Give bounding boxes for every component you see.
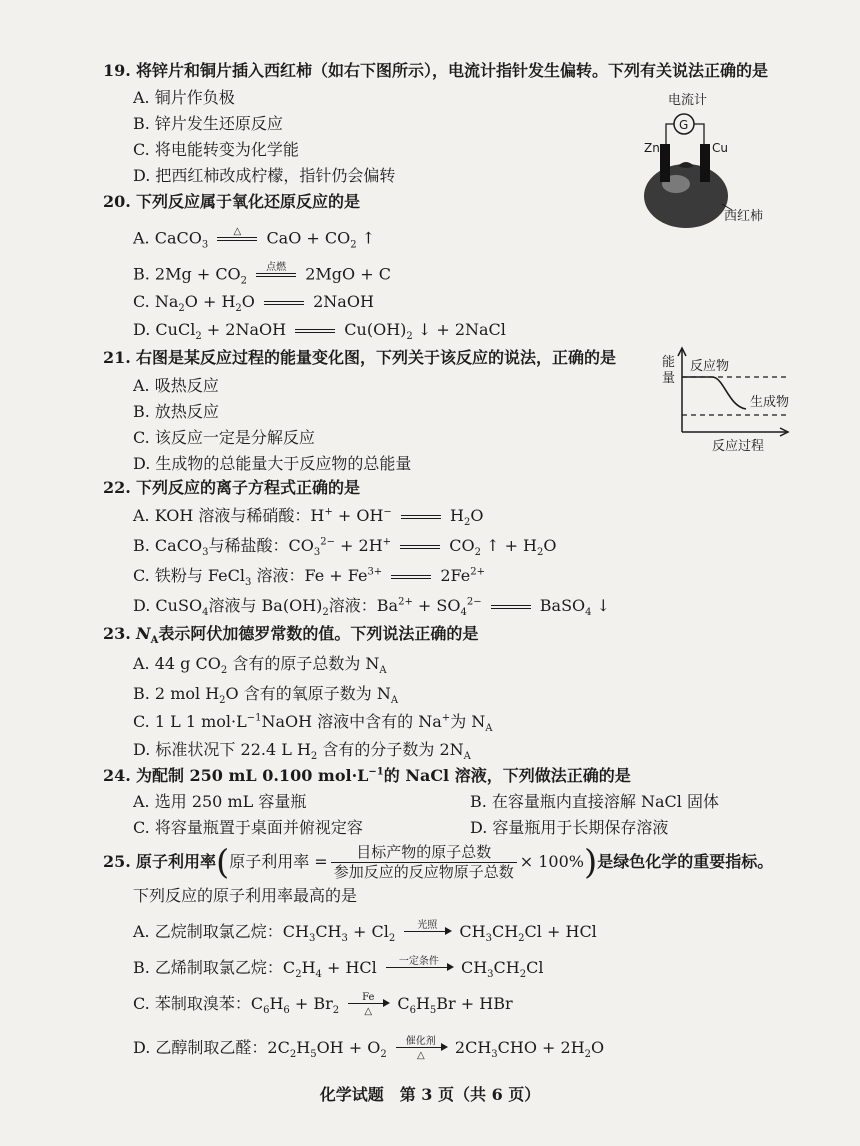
energy-curve <box>682 377 746 409</box>
q19-option-b: B. 锌片发生还原反应 <box>133 114 283 133</box>
question-number: 20. <box>103 192 131 211</box>
question-number: 19. <box>103 61 131 80</box>
q20-option-a: A. CaCO$_3$ △ CaO + $CO_2$ ↑ <box>133 226 376 251</box>
reactant-label: 反应物 <box>690 359 730 374</box>
question-24-stem: 24. 为配制 250 mL 0.100 $mol\cdot L^{-1}$的 NaCl 溶液，下列做法正确的是 <box>103 766 631 785</box>
q20-option-c: C. $Na_2O + H_2O$ 2NaOH <box>133 292 374 315</box>
q25-option-a: A. 乙烷制取氯乙烷：$CH_3CH_3 + Cl_2$ 光照 $CH_3CH_2Cl$ + HCl <box>133 920 597 945</box>
q19-option-c: C. 将电能转变为化学能 <box>133 140 299 159</box>
question-text: 下列反应的离子方程式正确的是 <box>135 478 360 497</box>
q23-option-d: D. 标准状况下 22.4 L $H_2$ 含有的分子数为 $2N_A$ <box>133 740 471 763</box>
q21-option-d: D. 生成物的总能量大于反应物的总能量 <box>133 454 412 473</box>
question-text: 下列反应属于氧化还原反应的是 <box>135 192 360 211</box>
q20-option-b: B. $2Mg + CO_2$ 点燃 2MgO + C <box>133 262 391 287</box>
zinc-label: Zn <box>644 141 660 155</box>
energy-diagram <box>662 346 802 456</box>
q24-option-d: D. 容量瓶用于长期保存溶液 <box>470 818 669 837</box>
page-footer: 化学试题 第 3 页（共 6 页） <box>319 1085 541 1104</box>
question-20-stem <box>103 192 360 212</box>
question-number: 24. <box>103 766 131 785</box>
q24-option-c: C. 将容量瓶置于桌面并俯视定容 <box>133 818 363 837</box>
q24-option-a: A. 选用 250 mL 容量瓶 <box>133 792 307 811</box>
process-axis-label: 反应过程 <box>712 439 765 454</box>
q22-option-a: A. KOH 溶液与稀硝酸：H+ + OH− $H_2O$ <box>133 506 484 529</box>
meter-label: 电流计 <box>668 93 708 108</box>
tomato-battery-figure <box>640 86 780 236</box>
question-19-stem <box>103 61 768 81</box>
q23-option-a: A. 44 g $CO_2$ 含有的原子总数为 $N_A$ <box>133 654 387 677</box>
q19-option-a: A. 铜片作负极 <box>133 88 235 107</box>
question-number: 22. <box>103 478 131 497</box>
product-label: 生成物 <box>750 395 790 410</box>
q21-option-a: A. 吸热反应 <box>133 376 219 395</box>
question-text: 右图是某反应过程的能量变化图，下列关于该反应的说法，正确的是 <box>135 348 616 367</box>
q22-option-c: C. 铁粉与 FeCl$_3$ 溶液：$Fe + Fe^{3+}$ $2Fe^{2+}$ <box>133 566 485 589</box>
q19-option-d: D. 把西红柿改成柠檬，指针仍会偏转 <box>133 166 396 185</box>
question-number: 25. <box>103 852 131 871</box>
question-number: 23. <box>103 624 131 643</box>
question-22-stem <box>103 478 360 498</box>
question-25-stem-2: 下列反应的原子利用率最高的是 <box>133 886 358 905</box>
q20-option-d: D. CuCl$_2$ + 2NaOH $Cu(OH)_2$ ↓ + 2NaCl <box>133 320 506 343</box>
q22-option-b: B. CaCO$_3$与稀盐酸：$CO_3^{2-} + 2H^+$ $CO_2$ ↑ + $H_2O$ <box>133 536 557 559</box>
atom-economy-fraction: $\frac{\text{目标产物的原子总数}}{\text{参加反应的反应物原子总数}}$ <box>331 843 517 882</box>
copper-electrode <box>700 144 710 182</box>
question-25-stem: 25. 原子利用率(原子利用率 = $\frac{\text{目标产物的原子总数}}{\text{参加反应的反应物原子总数}}$ × 100%)是绿色化学的重要指标。 <box>103 842 774 883</box>
tomato-icon <box>644 164 728 228</box>
question-21-stem <box>103 348 616 368</box>
zinc-electrode <box>660 144 670 182</box>
q25-option-c: C. 苯制取溴苯：$C_6H_6 + Br_2$ Fe △ $C_6H_5Br$ + HBr <box>133 992 513 1017</box>
q25-option-d: D. 乙醇制取乙醛：$2C_2H_5OH + O_2$ 催化剂 △ $2CH_3CHO + 2H_2O$ <box>133 1036 605 1061</box>
question-23-stem: 23. $N_A$表示阿伏加德罗常数的值。下列说法正确的是 <box>103 624 479 647</box>
energy-axis-label-2: 量 <box>662 371 676 386</box>
q21-option-b: B. 放热反应 <box>133 402 219 421</box>
energy-axis-label-1: 能 <box>662 355 676 370</box>
copper-label: Cu <box>712 141 728 155</box>
q21-option-c: C. 该反应一定是分解反应 <box>133 428 315 447</box>
tomato-label: 西红柿 <box>724 209 764 224</box>
q25-option-b: B. 乙烯制取氯乙烷：$C_2H_4$ + HCl 一定条件 $CH_3CH_2Cl$ <box>133 956 544 981</box>
q23-option-b: B. 2 mol $H_2O$ 含有的氧原子数为 $N_A$ <box>133 684 399 707</box>
q22-option-d: D. CuSO$_4$溶液与 $Ba(OH)_2$溶液：$Ba^{2+} + SO_4^{2-}$ BaSO$_4$ ↓ <box>133 596 611 619</box>
galvanometer-label: G <box>679 118 689 132</box>
q24-option-b: B. 在容量瓶内直接溶解 NaCl 固体 <box>470 792 720 811</box>
q23-option-c: C. 1 L 1 $mol\cdot L^{-1}NaOH$ 溶液中含有的 Na+为 $N_A$ <box>133 712 493 735</box>
question-number: 21. <box>103 348 131 367</box>
question-text: 将锌片和铜片插入西红柿（如右下图所示），电流计指针发生偏转。下列有关说法正确的是 <box>135 61 768 80</box>
